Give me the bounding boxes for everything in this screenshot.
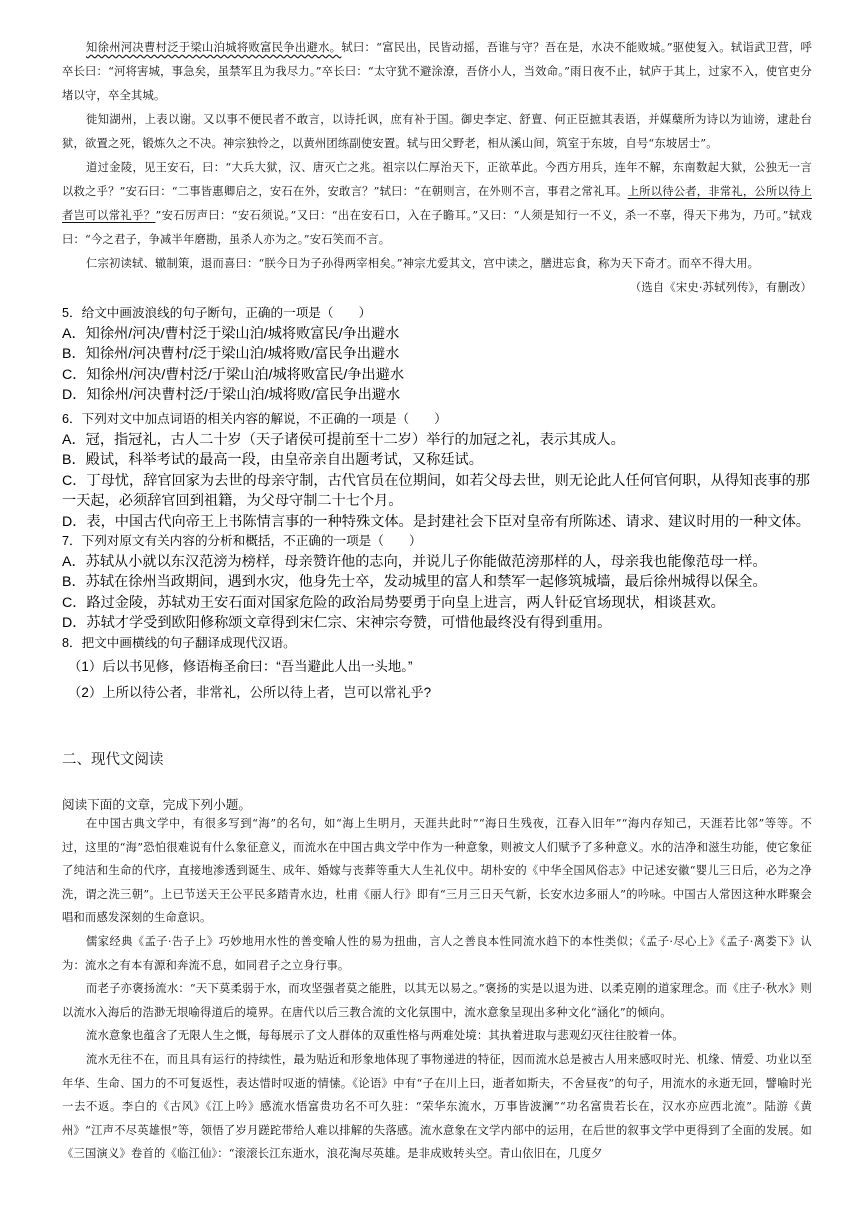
question-5-stem: 5．给文中画波浪线的句子断句，正确的一项是（ ） bbox=[62, 306, 372, 320]
passage-source: （选自《宋史·苏轼列传》，有删改） bbox=[629, 281, 812, 294]
question-6 bbox=[62, 408, 812, 532]
question-8-stem: 8．把文中画横线的句子翻译成现代汉语。 bbox=[62, 636, 296, 650]
modern-paragraph-5: 流水无往不在，而且具有运行的持续性，最为贴近和形象地体现了事物递进的特征，因而流水总是被古人用来感叹时光、机缘、情爱、功业以至年华、生命、国力的不可复返性，表达惜时叹逝的情愫。《论语》中有“子在川上曰，逝者如斯夫，不舍昼夜”的句子，用流水的永逝无回，譬喻时光一去不返。李白的《古风》《江上吟》感流水悟富贵功名不可久驻：“荣华东流水，万事皆波澜”“功名富贵若长在，汉水亦应西北流”。陆游《黄州》“江声不尽英雄恨”等，领悟了岁月蹉跎带给人难以排解的失落感。流水意象在文学内部中的运用，在后世的叙事文学中更得到了全面的发展。如《三国演义》卷首的《临江仙》：“滚滚长江东逝水，浪花淘尽英雄。是非成败转头空。青山依旧在，几度夕 bbox=[62, 1052, 812, 1161]
question-6-option-c[interactable]: C．丁母忧，辞官回家为去世的母亲守制，古代官员在位期间，如若父母去世，则无论此人任何官何职，从得知丧事的那一天起，必须辞官回到祖籍，为父母守制二十七个月。 bbox=[62, 472, 810, 510]
question-5-option-c[interactable]: C．知徐州/河决/曹村泛/于梁山泊/城将败富民/争出避水 bbox=[62, 366, 405, 383]
question-6-option-d[interactable]: D．表，中国古代向帝王上书陈情言事的一种特殊文体。是封建社会下臣对皇帝有所陈述、请求、建议时用的一种文体。 bbox=[62, 513, 810, 530]
question-6-option-b[interactable]: B．殿试，科举考试的最高一段，由皇帝亲自出题考试，又称廷试。 bbox=[62, 452, 483, 469]
question-5-option-d[interactable]: D．知徐州/河决曹村泛/于梁山泊/城将败/富民争出避水 bbox=[62, 387, 401, 404]
modern-paragraph-1: 在中国古典文学中，有很多写到“海”的名句，如“海上生明月，天涯共此时”“海日生残夜，江春入旧年”“海内存知己，天涯若比邻”等等。不过，这里的“海”恐怕很难说有什么象征意义，而流水在中国古典文学中作为一种意象，则被文人们赋予了多种意义。水的洁净和滋生功能，使它象征了纯洁和生命的代序，直接地渗透到诞生、成年、婚嫁与丧葬等重大人生礼仪中。胡朴安的《中华全国风俗志》中记述安徽“婴儿三日后，必为之净洗，谓之洗三朝”。上已节送天王公平民多踏青水边，杜甫《丽人行》即有“三月三日天气新，长安水边多丽人”的吟咏。中国古人常因这种水畔聚会唱和而感发深刻的生命意识。 bbox=[62, 817, 812, 925]
classical-paragraph-3: 道过金陵，见王安石，曰：“大兵大狱，汉、唐灭亡之兆。祖宗以仁厚治天下，正欲革此。今西方用兵，连年不解，东南数起大狱，公独无一言以救之乎？”安石曰：“二事皆惠卿启之，安石在外，安敢言？”轼曰：“在朝则言，在外则不言，事君之常礼耳。上所以待公者，非常礼，公所以待上者岂可以常礼乎？”安石厉声曰：“安石须说。”又曰：“出在安石口，入在子瞻耳。”又曰：“人须是知行一不义，杀一不辜，得天下弗为，乃可。”轼戏曰：“今之君子，争减半年磨勘，虽杀人亦为之。”安石笑而不言。 bbox=[62, 161, 813, 246]
question-6-stem: 6．下列对文中加点词语的相关内容的解说，不正确的一项是（ ） bbox=[62, 412, 447, 426]
question-8-item-2: （2）上所以待公者，非常礼，公所以待上者，岂可以常礼乎? bbox=[68, 685, 432, 700]
wavy-underlined-sentence: 知徐州河决曹村泛于梁山泊城将败富民争出避水。 bbox=[86, 41, 342, 54]
classical-paragraph-2: 徙知湖州，上表以谢。又以事不便民者不敢言，以诗托讽，庶有补于国。御史李定、舒亶、何正臣摭其表语，并媒蘖所为诗以为讪谤，逮赴台狱，欲置之死，锻炼久之不决。神宗独怜之，以黄州团练副使安置。轼与田父野老，相从溪山间，筑室于东坡，自号“东坡居士”。 bbox=[62, 113, 812, 150]
classical-paragraph-1: 知徐州河决曹村泛于梁山泊城将败富民争出避水。轼曰：“富民出，民皆动摇，吾谁与守？吾在是，水决不能败城。”驱使复入。轼诣武卫营，呼卒长曰：“河将害城，事急矣，虽禁军且为我尽力。”卒长曰：“太守犹不避涂潦，吾侪小人，当效命。”雨日夜不止，轼庐于其上，过家不入，使官吏分堵以守，卒全其城。 bbox=[62, 41, 812, 102]
modern-passage bbox=[62, 812, 812, 1166]
question-7-option-d[interactable]: D．苏轼才学受到欧阳修称颂文章得到宋仁宗、宋神宗夸赞，可惜他最终没有得到重用。 bbox=[62, 615, 612, 632]
question-6-option-a[interactable]: A．冠，指冠礼，古人二十岁（天子诸侯可提前至十二岁）举行的加冠之礼，表示其成人。 bbox=[62, 432, 625, 448]
modern-paragraph-4: 流水意象也蕴含了无限人生之慨，每每展示了文人群体的双重性格与两难处境：其执着进取与悲观幻灭往往胶着一体。 bbox=[86, 1029, 684, 1043]
question-5-option-b[interactable]: B．知徐州/河决曹村/泛于梁山泊/城将败/富民争出避水 bbox=[62, 346, 400, 363]
modern-paragraph-2: 儒家经典《孟子·告子上》巧妙地用水性的善变喻人性的易为扭曲，言人之善良本性同流水趋下的本性类似；《孟子·尽心上》《孟子·离娄下》认为：流水之有本有源和奔流不息，如同君子之立身行事。 bbox=[62, 934, 812, 972]
classical-paragraph-4: 仁宗初读轼、辙制策，退而喜曰：“朕今日为子孙得两宰相矣。”神宗尤爱其文，宫中读之，膳进忘食，称为天下奇才。而卒不得大用。 bbox=[86, 257, 760, 270]
section-intro: 阅读下面的文章，完成下列小题。 bbox=[62, 798, 251, 812]
question-7-option-c[interactable]: C．路过金陵，苏轼劝王安石面对国家危险的政治局势要勇于向皇上进言，两人针砭官场现状，相谈甚欢。 bbox=[62, 594, 725, 611]
question-5 bbox=[62, 302, 812, 406]
question-8 bbox=[62, 632, 812, 706]
question-7-stem: 7．下列对原文有关内容的分析和概括，不正确的一项是（ ） bbox=[62, 534, 422, 548]
question-8-item-1: （1）后以书见修，修语梅圣俞曰：“吾当避此人出一头地。” bbox=[68, 659, 413, 674]
classical-passage bbox=[62, 36, 812, 300]
section-heading: 二、现代文阅读 bbox=[62, 752, 164, 768]
underlined-sentence: 上所以待公者，非常礼，公所以待上者岂可以常礼乎？ bbox=[62, 185, 812, 222]
question-5-option-a[interactable]: A．知徐州/河决/曹村泛于梁山泊/城将败富民/争出避水 bbox=[62, 326, 400, 342]
question-7-option-a[interactable]: A．苏轼从小就以东汉范滂为榜样，母亲赞许他的志向，并说儿子你能做范滂那样的人，母亲我也能像范母一样。 bbox=[62, 554, 767, 570]
modern-paragraph-3: 而老子亦褒扬流水：“天下莫柔弱于水，而攻坚强者莫之能胜，以其无以易之。”褒扬的实是以退为进、以柔克刚的道家理念。而《庄子·秋水》则以流水入海后的浩渺无垠喻得道后的境界。在唐代以后三教合流的文化氛围中，流水意象呈现出多种文化“涵化”的倾向。 bbox=[62, 982, 812, 1019]
question-7 bbox=[62, 530, 812, 634]
question-7-option-b[interactable]: B．苏轼在徐州当政期间，遇到水灾，他身先士卒，发动城里的富人和禁军一起修筑城墙，最后徐州城得以保全。 bbox=[62, 574, 767, 591]
